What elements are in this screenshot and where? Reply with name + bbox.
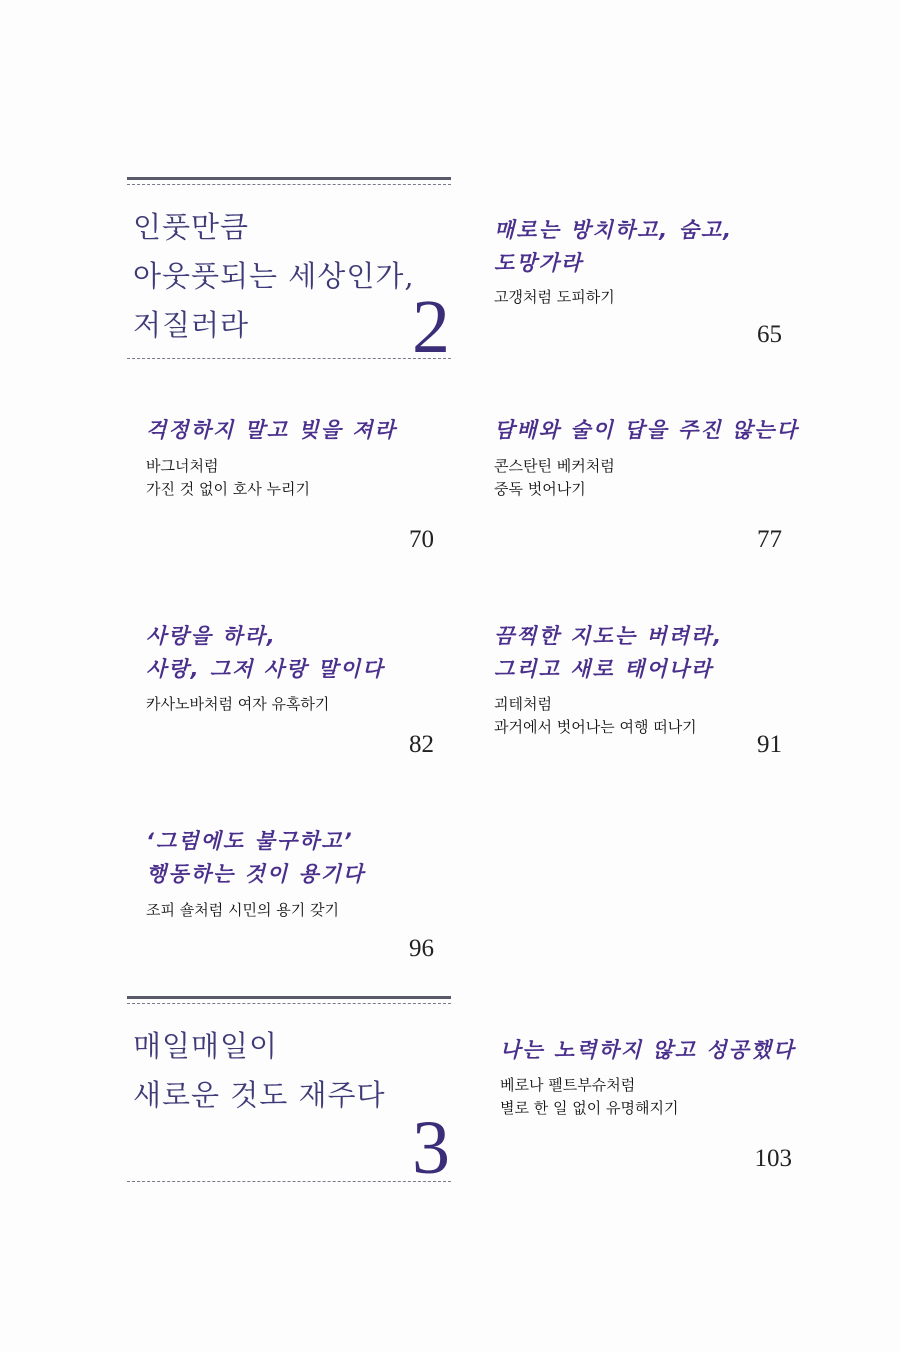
toc-entry-subtitle	[146, 693, 329, 716]
toc-entry-subtitle-line: 바그너처럼	[146, 457, 219, 475]
part-3-title-line: 매일매일이	[133, 1029, 279, 1063]
toc-entry-page-number: 96	[409, 935, 434, 962]
toc-entry-title-line: 끔찍한 지도는 버려라,	[494, 624, 724, 648]
toc-entry-title-line: 사랑, 그저 사랑 말이다	[146, 657, 385, 681]
part-3-top-thin-rule	[127, 1003, 451, 1004]
toc-entry-title	[146, 825, 365, 891]
part-3-number: 3	[412, 1106, 450, 1190]
part-3-bottom-rule	[127, 1181, 451, 1182]
toc-entry-subtitle-line: 괴테처럼	[494, 695, 552, 713]
toc-entry-page-number: 91	[757, 731, 782, 758]
toc-entry-title	[494, 414, 799, 447]
toc-entry-title-line: 담배와 술이 답을 주진 않는다	[494, 418, 799, 442]
toc-entry-title	[146, 620, 384, 686]
toc-entry-title	[494, 620, 723, 686]
toc-entry-page-number: 77	[757, 526, 782, 553]
toc-entry-subtitle-line: 별로 한 일 없이 유명해지기	[500, 1099, 679, 1117]
toc-entry-subtitle-line: 콘스탄틴 베커처럼	[494, 457, 615, 475]
part-2-number: 2	[412, 285, 450, 369]
toc-entry-subtitle-line: 고갱처럼 도피하기	[494, 288, 615, 306]
part-3-title-line: 새로운 것도 재주다	[133, 1078, 386, 1112]
toc-entry-title	[500, 1034, 795, 1067]
toc-entry-title	[494, 214, 733, 280]
toc-entry-subtitle-line: 베로나 펠트부슈처럼	[500, 1076, 636, 1094]
toc-entry-subtitle-line: 카사노바처럼 여자 유혹하기	[146, 695, 330, 713]
part-2-title-line: 인풋만큼	[133, 210, 250, 244]
toc-entry-page-number: 70	[409, 526, 434, 553]
toc-entry-title-line: ‘그럼에도 불구하고’	[146, 829, 354, 853]
part-2-top-rule	[127, 177, 451, 180]
part-2-top-thin-rule	[127, 184, 451, 185]
toc-entry-subtitle	[500, 1074, 678, 1120]
toc-entry-subtitle	[494, 693, 697, 739]
part-2-title-line: 저질러라	[133, 308, 250, 342]
toc-entry-page-number: 65	[757, 321, 782, 348]
part-3-top-rule	[127, 996, 451, 999]
toc-entry-title-line: 도망가라	[494, 251, 584, 275]
toc-entry-subtitle	[146, 455, 310, 501]
toc-entry-title-line: 사랑을 하라,	[146, 624, 277, 648]
toc-entry-title-line: 행동하는 것이 용기다	[146, 862, 366, 886]
toc-entry-subtitle	[146, 899, 339, 922]
toc-entry-subtitle	[494, 286, 615, 309]
toc-entry-title-line: 매로는 방치하고, 숨고,	[494, 218, 734, 242]
toc-entry-page-number: 82	[409, 731, 434, 758]
toc-entry-title	[146, 414, 397, 447]
toc-entry-subtitle-line: 중독 벗어나기	[494, 480, 586, 498]
toc-entry-subtitle-line: 조피 숄처럼 시민의 용기 갖기	[146, 901, 339, 919]
toc-entry-subtitle	[494, 455, 615, 501]
toc-entry-title-line: 나는 노력하지 않고 성공했다	[500, 1038, 796, 1062]
part-2-title	[133, 203, 415, 350]
toc-entry-page-number: 103	[754, 1145, 792, 1172]
toc-entry-subtitle-line: 과거에서 벗어나는 여행 떠나기	[494, 718, 697, 736]
part-2-bottom-rule	[127, 358, 451, 359]
part-2-title-line: 아웃풋되는 세상인가,	[133, 259, 415, 293]
toc-entry-title-line: 그리고 새로 태어나라	[494, 657, 714, 681]
toc-entry-subtitle-line: 가진 것 없이 호사 누리기	[146, 480, 310, 498]
toc-entry-title-line: 걱정하지 말고 빚을 져라	[146, 418, 397, 442]
part-3-title	[133, 1022, 386, 1120]
